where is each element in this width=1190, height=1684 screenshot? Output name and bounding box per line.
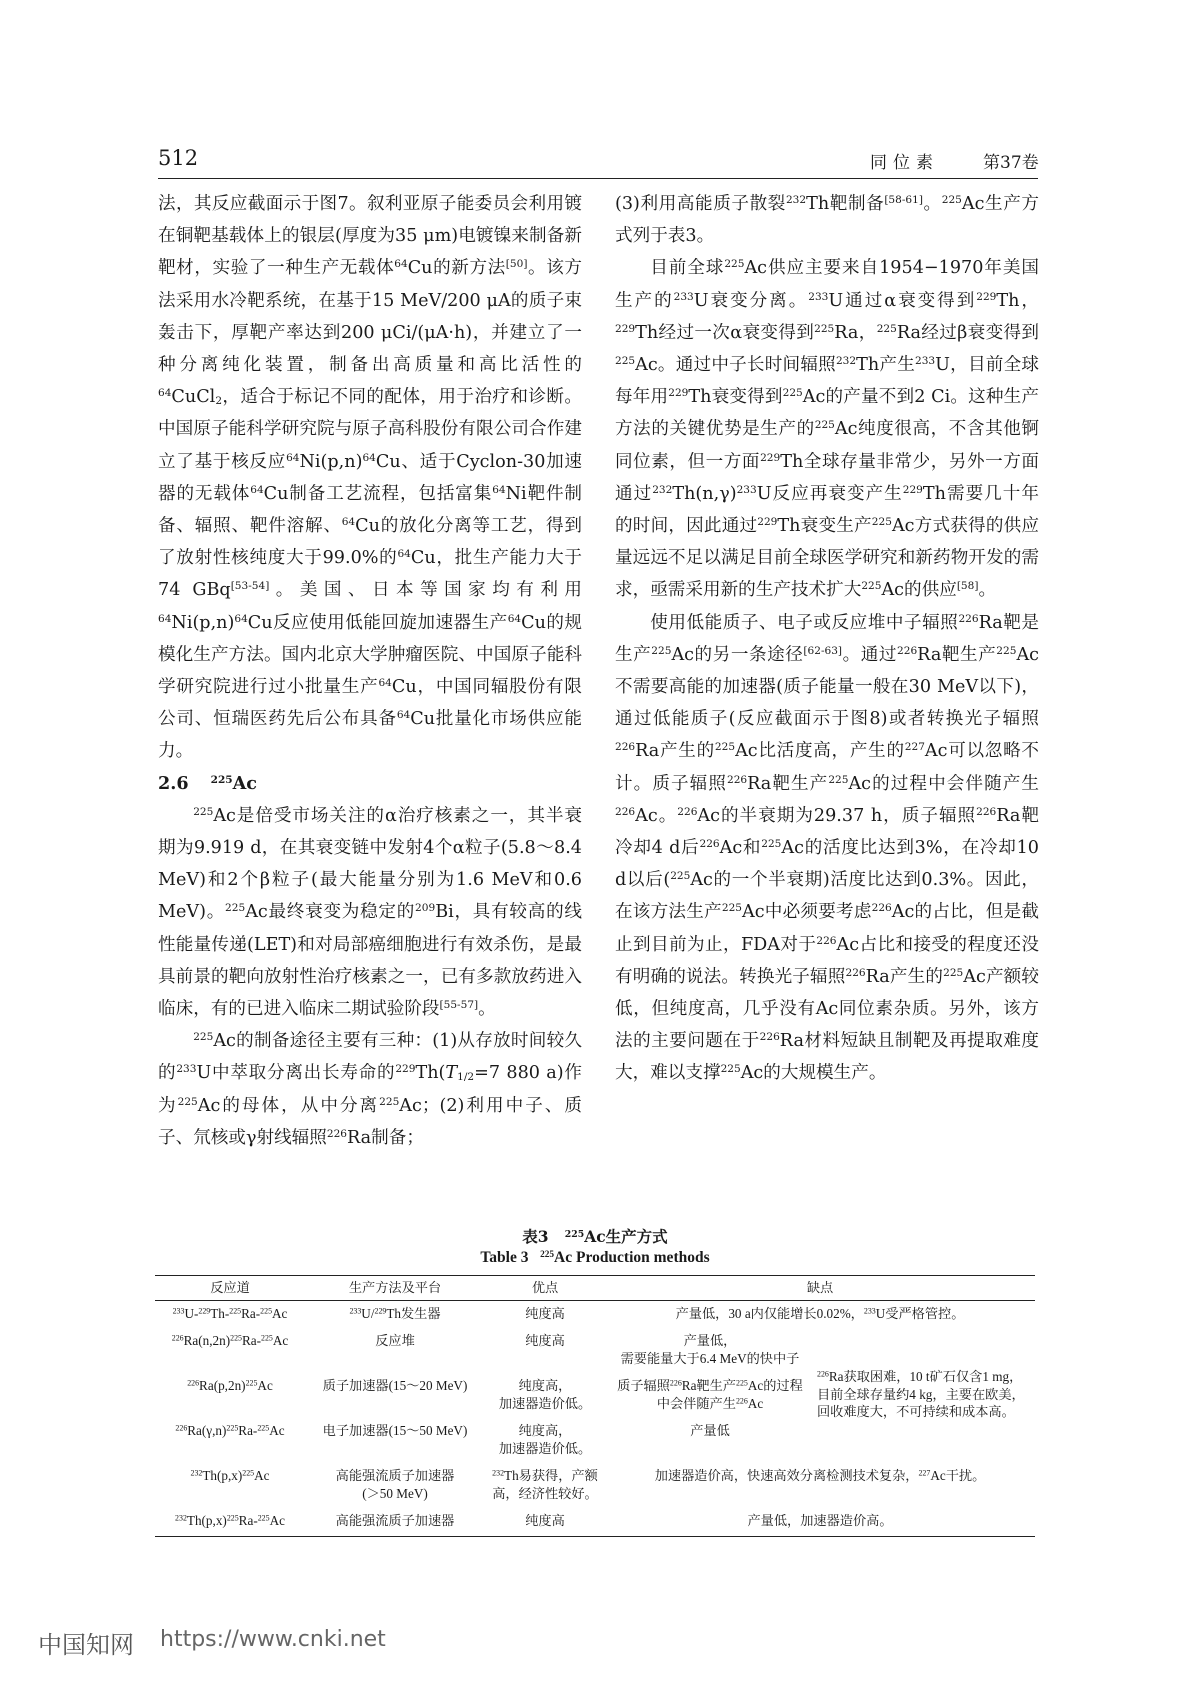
citation: [58]: [956, 580, 979, 593]
left-column: [158, 188, 582, 1154]
table-title-cn: 表3 $^{225}$Ac生产方式: [522, 1227, 668, 1246]
table-row: [155, 1508, 1035, 1536]
paragraph-routes-cont: (3)利用高能质子散裂$^{232}$Th靶制备[58-61]。$^{225}$Ac生产方式列于表3。: [615, 194, 1039, 247]
section-heading-2-6: 2.6 $^{225}$Ac: [158, 772, 257, 794]
journal-volume: 第37卷: [983, 153, 1039, 173]
cnki-url[interactable]: https://www.cnki.net: [160, 1627, 386, 1652]
citation: [50]: [505, 258, 528, 271]
table-cell: 纯度高， 加速器造价低。: [498, 1378, 592, 1411]
table-header-cell: 缺点: [605, 1276, 1035, 1301]
citation: [53-54]: [230, 580, 270, 593]
table-title-en: Table 3 $^{225}$Ac Production methods: [480, 1249, 710, 1266]
table-cell: 质子辐照$^{226}$Ra靶生产$^{225}$Ac的过程 中会伴随产生$^{226}$Ac: [617, 1378, 803, 1411]
table-cell: 高能强流质子加速器: [305, 1508, 485, 1536]
table-cell: 产量低， 需要能量大于6.4 MeV的快中子: [620, 1333, 800, 1366]
table-cell: $^{226}Ra(\gamma,n)^{225}Ra-^{225}Ac$: [175, 1423, 285, 1438]
table-cell: $^{233}$U-$^{229}$Th-$^{225}$Ra-$^{225}$Ac: [172, 1305, 288, 1321]
table-cell: 加速器造价高，快速高效分离检测技术复杂，$^{227}$Ac干扰。: [654, 1468, 986, 1483]
table-cell: $^{226}Ra(p,2n)^{225}Ac$: [187, 1378, 273, 1393]
table-header-cell: 生产方法及平台: [305, 1276, 485, 1301]
table-row: [155, 1328, 1035, 1373]
table-row: [155, 1300, 1035, 1328]
table-cell: $^{233}$U/$^{229}$Th发生器: [349, 1305, 441, 1321]
table-cell: 反应堆: [375, 1333, 415, 1348]
header-rule: [158, 178, 1038, 179]
table-row: [155, 1463, 1035, 1508]
production-methods-table: [155, 1275, 1035, 1537]
cnki-logo: 中国知网: [38, 1631, 134, 1659]
table-header-cell: 优点: [485, 1276, 605, 1301]
table-cell: 质子加速器(15～20 MeV): [322, 1378, 468, 1393]
table-cell: 产量低，30 a内仅能增长0.02%，$^{233}$U受严格管控。: [675, 1305, 965, 1321]
table-cell: 高能强流质子加速器 (＞50 MeV): [335, 1468, 455, 1501]
table-cell: 产量低，加速器造价高。: [605, 1508, 1035, 1536]
paragraph-ac225-routes: $^{225}$Ac的制备途径主要有三种：(1)从存放时间较久的$^{233}$U中萃取分离出长寿命的$^{229}Th(T_{1/2}=7$ 880 a)作为$^{225}$Ac的母体，从中分离$^{225}$Ac；(2)利用中子、质子、氘核或γ射线辐照$^{226}$Ra制备；: [158, 1031, 582, 1148]
citation: [55-57]: [439, 999, 479, 1012]
table-cell: 纯度高: [525, 1333, 565, 1348]
table-cell: 产量低: [690, 1423, 730, 1438]
citation: [62-63]: [803, 645, 843, 658]
page-number: 512: [158, 146, 199, 170]
table-cell: $^{232}Th(p,x)^{225}Ra-^{225}Ac$: [155, 1508, 305, 1536]
right-column: [615, 188, 1039, 1090]
paragraph-ra226-route: 使用低能质子、电子或反应堆中子辐照$^{226}$Ra靶是生产$^{225}$Ac的另一条途径[62-63]。通过$^{226}$Ra靶生产$^{225}$Ac不需要高能的加速器(质子能量一般在30 MeV以下)，通过低能质子(反应截面示于图8)或者转换光子辐照$^{226}$Ra产生的$^{225}$Ac比活度高，产生的$^{227}$Ac可以忽略不计。质子辐照$^{226}$Ra靶生产$^{225}$Ac的过程中会伴随产生$^{226}$Ac。$^{226}$Ac的半衰期为29.37 h，质子辐照$^{226}$Ra靶冷却4 d后$^{226}$Ac和$^{225}$Ac的活度比达到3%，在冷却10 d以后($^{225}$Ac的一个半衰期)活度比达到0.3%。因此，在该方法生产$^{225}$Ac中必须要考虑$^{226}$Ac的占比，但是截止到目前为止，FDA对于$^{226}$Ac占比和接受的程度还没有明确的说法。转换光子辐照$^{226}$Ra产生的$^{225}$Ac产额较低，但纯度高，几乎没有Ac同位素杂质。另外，该方法的主要问题在于$^{226}$Ra材料短缺且制靶及再提取难度大，难以支撑$^{225}$Ac的大规模生产。: [615, 612, 1040, 1084]
paragraph-global-supply: 目前全球$^{225}$Ac供应主要来自1954−1970年美国生产的$^{233}$U衰变分离。$^{233}$U通过α衰变得到$^{229}$Th，$^{229}$Th经过一次α衰变得到$^{225}$Ra，$^{225}$Ra经过β衰变得到$^{225}$Ac。通过中子长时间辐照$^{232}$Th产生$^{233}$U，目前全球每年用$^{229}$Th衰变得到$^{225}$Ac的产量不到2 Ci。这种生产方法的关键优势是生产的$^{225}$Ac纯度很高，不含其他锕同位素，但一方面$^{229}$Th全球存量非常少，另外一方面通过$^{232}Th(n,\gamma)^{233}U$反应再衰变产生$^{229}$Th需要几十年的时间，因此通过$^{229}$Th衰变生产$^{225}$Ac方式获得的供应量远远不足以满足目前全球医学研究和新药物开发的需求，亟需采用新的生产技术扩大$^{225}$Ac的供应[58]。: [615, 258, 1040, 601]
table-cell: 纯度高， 加速器造价低。: [498, 1423, 592, 1456]
paragraph-cu64-production: 法，其反应截面示于图7。叙利亚原子能委员会利用镀在铜靶基载体上的银层(厚度为35 μm)电镀镍来制备新靶材，实验了一种生产无载体$^{64}$Cu的新方法[50]。该方法采用水冷靶系统，在基于15 MeV/200 μA的质子束轰击下，厚靶产率达到200 μCi/(μA·h)，并建立了一种分离纯化装置，制备出高质量和高比活性的$^{64}$CuCl$_2$，适合于标记不同的配体，用于治疗和诊断。中国原子能科学研究院与原子高科股份有限公司合作建立了基于核反应$^{64}Ni(p,n)^{64}Cu$、适于Cyclon-30加速器的无载体$^{64}$Cu制备工艺流程，包括富集$^{64}$Ni靶件制备、辐照、靶件溶解、$^{64}$Cu的放化分离等工艺，得到了放射性核纯度大于99.0%的$^{64}$Cu，批生产能力大于74 GBq[53-54]。美国、日本等国家均有利用$^{64}Ni(p,n)^{64}Cu$反应使用低能回旋加速器生产$^{64}$Cu的规模化生产方法。国内北京大学肿瘤医院、中国原子能科学研究院进行过小批量生产$^{64}$Cu，中国同辐股份有限公司、恒瑞医药先后公布具备$^{64}$Cu批量化市场供应能力。: [158, 194, 583, 762]
journal-name: 同位素: [870, 153, 939, 173]
table-cell: $^{226}Ra(n,2n)^{225}Ra-^{225}Ac$: [171, 1333, 289, 1348]
table-cell: $^{232}Th(p,x)^{225}Ac$: [190, 1468, 270, 1483]
table-cell: $^{226}$Ra获取困难，10 t矿石仅含1 mg， 目前全球存量约4 kg，主要在欧美， 回收难度大，不可持续和成本高。: [817, 1369, 1025, 1420]
table-header-cell: 反应道: [155, 1276, 305, 1301]
table-cell: 电子加速器(15～50 MeV): [322, 1423, 468, 1438]
table-cell: 纯度高: [525, 1305, 565, 1321]
citation: [58-61]: [884, 194, 923, 207]
table-header-row: [155, 1276, 1035, 1301]
paragraph-ac225-intro: $^{225}$Ac是倍受市场关注的α治疗核素之一，其半衰期为9.919 d，在其衰变链中发射4个α粒子(5.8～8.4 MeV)和2个β粒子(最大能量分别为1.6 MeV和0.6 MeV)。$^{225}$Ac最终衰变为稳定的$^{209}$Bi，具有较高的线性能量传递(LET)和对局部癌细胞进行有效杀伤，是最具前景的靶向放射性治疗核素之一，已有多款放药进入临床，有的已进入临床二期试验阶段[55-57]。: [158, 805, 582, 1020]
table-cell: 纯度高: [485, 1508, 605, 1536]
table-cell: $^{232}$Th易获得，产额 高，经济性较好。: [492, 1468, 598, 1501]
